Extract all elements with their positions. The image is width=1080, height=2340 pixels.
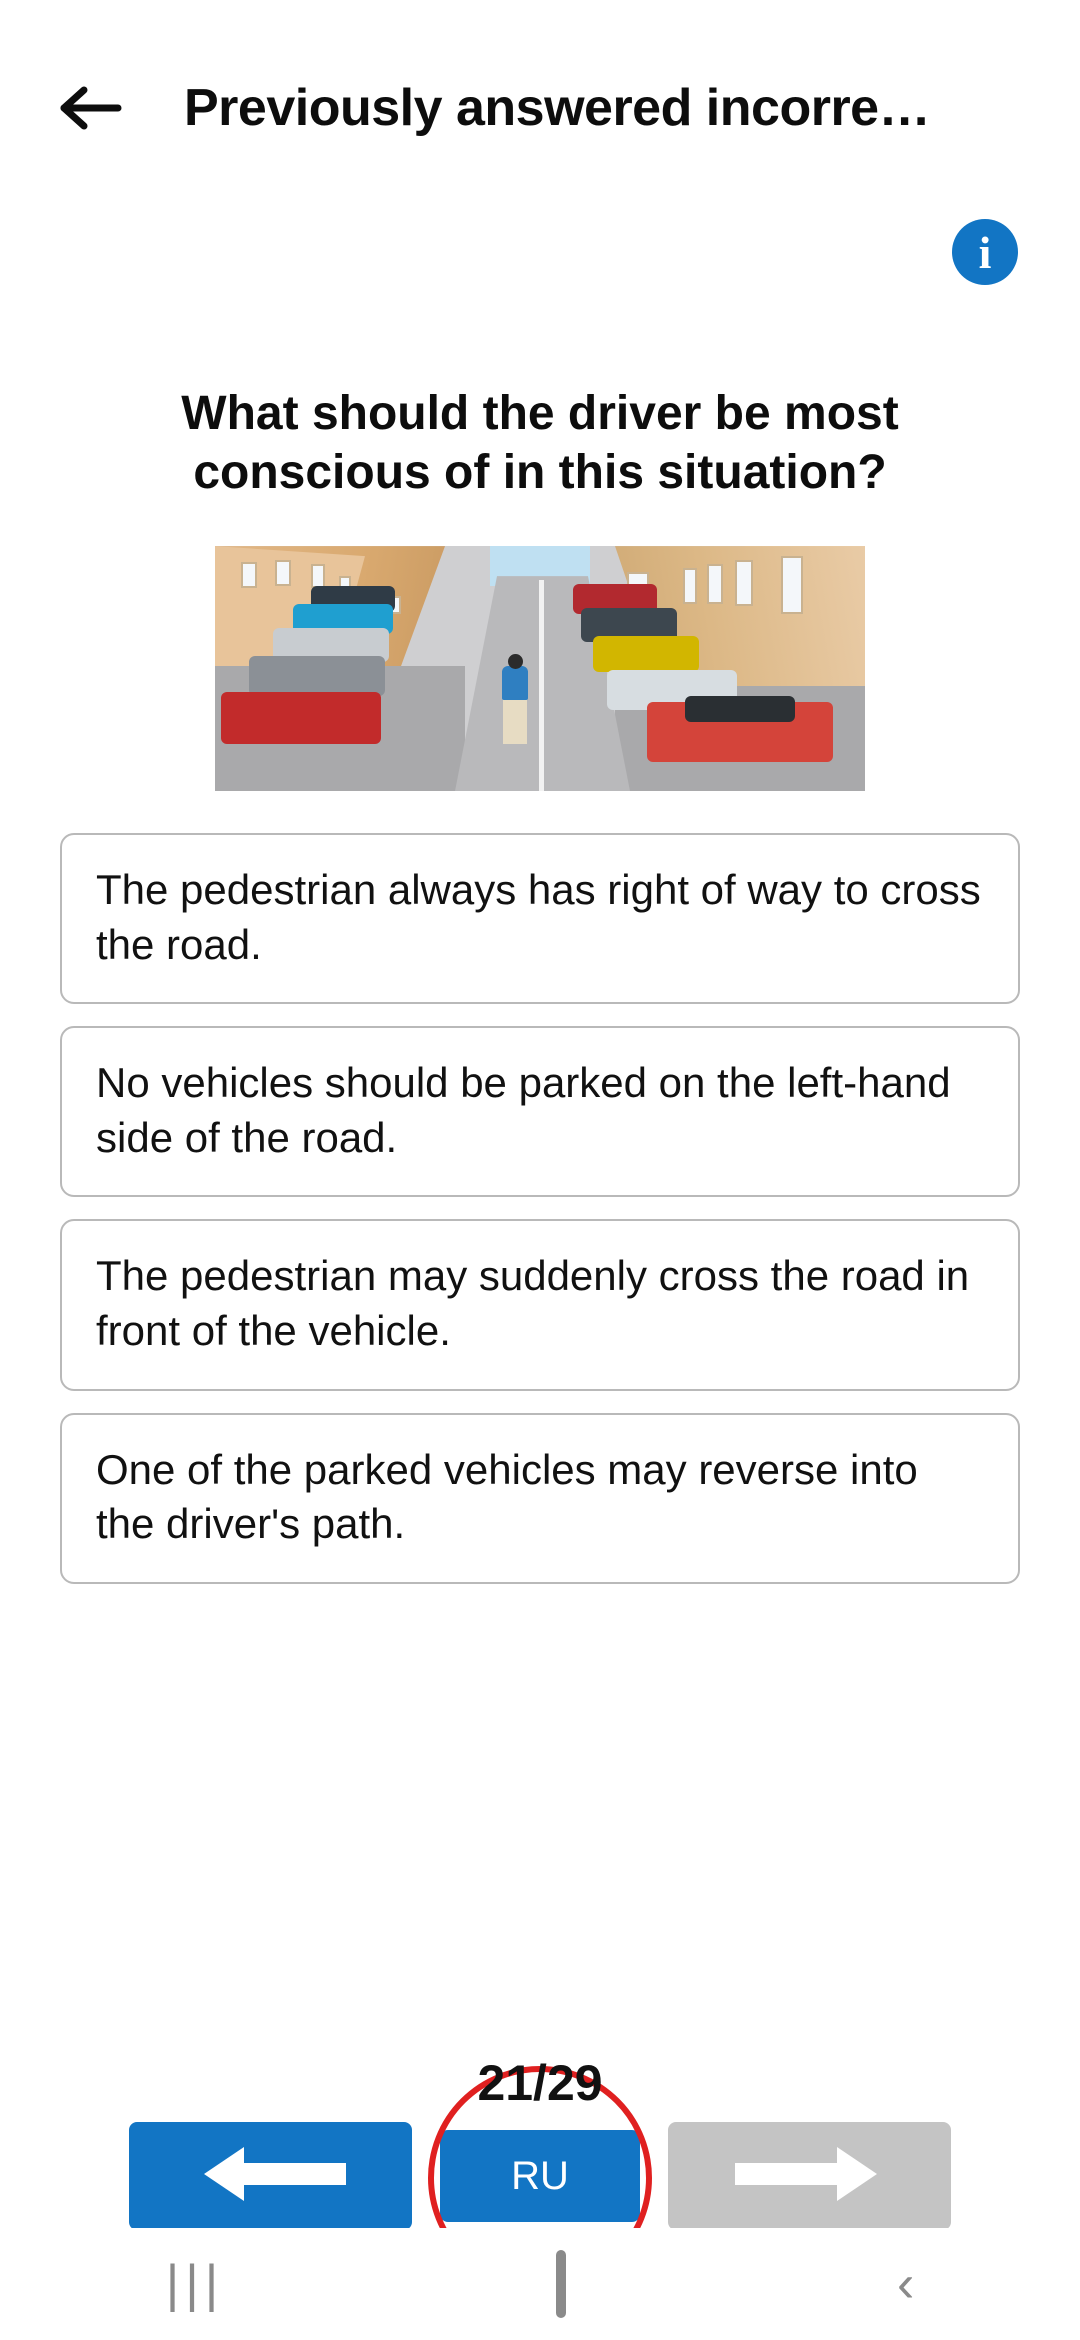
pedestrian-legs [503, 698, 527, 744]
pedestrian-body [502, 666, 528, 700]
parked-car [593, 636, 699, 672]
question-text: What should the driver be most conscious of in this situation? [181, 387, 899, 499]
illustration-wrapper [0, 546, 1080, 791]
road-centerline [539, 580, 544, 791]
window-icon [311, 564, 325, 588]
parked-car [249, 656, 385, 696]
home-icon[interactable] [556, 2258, 566, 2310]
info-icon[interactable]: i [952, 219, 1018, 285]
window-icon [781, 556, 803, 614]
parked-car [221, 692, 381, 744]
parked-car [685, 696, 795, 722]
situation-illustration [215, 546, 865, 791]
window-icon [735, 560, 753, 606]
pedestrian-head [508, 654, 523, 669]
window-icon [707, 564, 723, 604]
answer-list [60, 833, 1020, 1584]
back-button[interactable] [48, 65, 134, 151]
recents-icon[interactable]: ||| [165, 2255, 225, 2313]
answer-option-1[interactable]: The pedestrian always has right of way to cross the road. [60, 833, 1020, 1004]
window-icon [241, 562, 257, 588]
answer-option-2[interactable]: No vehicles should be parked on the left-hand side of the road. [60, 1026, 1020, 1197]
next-question-button[interactable] [668, 2122, 951, 2230]
arrow-right-icon [735, 2143, 885, 2210]
info-row [0, 215, 1080, 327]
answer-option-3[interactable]: The pedestrian may suddenly cross the road in front of the vehicle. [60, 1219, 1020, 1390]
page-title: Previously answered incorre… [184, 78, 931, 137]
question-counter: 21/29 [477, 2055, 603, 2111]
previous-question-button[interactable] [129, 2122, 412, 2230]
language-button-wrapper [440, 2130, 640, 2222]
window-icon [275, 560, 291, 586]
window-icon [683, 568, 697, 604]
language-button[interactable]: RU [440, 2130, 640, 2222]
nav-row [0, 2122, 1080, 2230]
system-nav-bar [0, 2228, 1080, 2340]
arrow-left-icon [196, 2143, 346, 2210]
arrow-left-icon [60, 84, 122, 132]
system-back-icon[interactable]: ‹ [896, 2255, 915, 2313]
app-bar [0, 0, 1080, 215]
answer-option-4[interactable]: One of the parked vehicles may reverse into the driver's path. [60, 1413, 1020, 1584]
